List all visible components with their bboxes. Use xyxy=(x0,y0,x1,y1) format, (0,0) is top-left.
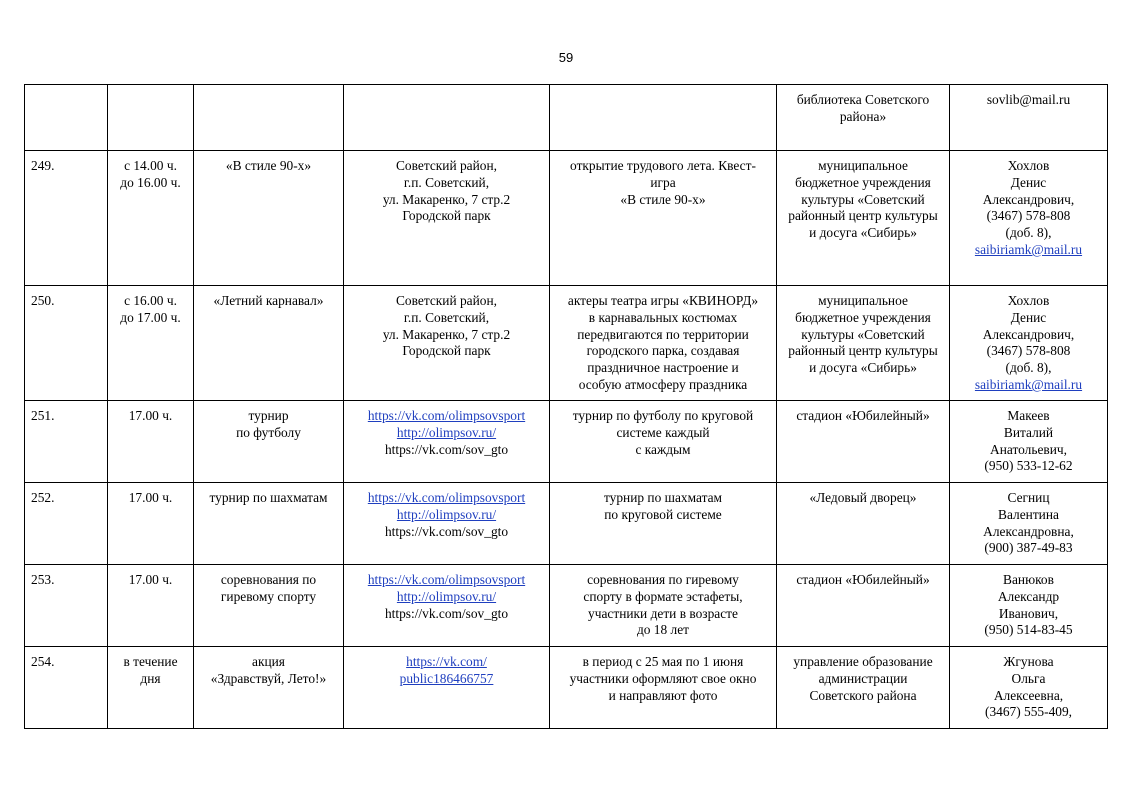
event-contact-cell xyxy=(950,286,1108,401)
event-number-cell xyxy=(25,647,108,729)
cell-line xyxy=(348,408,545,425)
event-time-cell xyxy=(108,286,194,401)
event-place-cell xyxy=(344,286,550,401)
cell-line: спорту в формате эстафеты, xyxy=(583,588,743,604)
cell-line: участники оформляют свое окно xyxy=(569,670,757,686)
cell-line: бюджетное учреждения xyxy=(795,309,931,325)
event-contact-cell xyxy=(950,647,1108,729)
cell-line: открытие трудового лета. Квест- xyxy=(570,158,756,173)
cell-line: «В стиле 90-х» xyxy=(620,191,706,207)
cell-line: передвигаются по территории xyxy=(577,326,749,342)
cell-line xyxy=(348,425,545,442)
event-organizer-cell xyxy=(777,151,950,286)
cell-line: sovlib@mail.ru xyxy=(986,92,1071,107)
cell-link[interactable]: http://olimpsov.ru/ xyxy=(396,588,497,604)
cell-line: «Здравствуй, Лето!» xyxy=(210,670,327,686)
cell-line: районный центр культуры xyxy=(788,343,938,359)
cell-line: по круговой системе xyxy=(604,506,722,522)
cell-line: «Летний карнавал» xyxy=(213,293,324,308)
cell-line: района» xyxy=(839,108,887,124)
cell-line: (3467) 578-808 xyxy=(986,208,1071,224)
cell-line: 17.00 ч. xyxy=(128,408,173,423)
event-description-cell xyxy=(550,85,777,151)
cell-line: (950) 514-83-45 xyxy=(984,622,1073,638)
event-number: 249. xyxy=(31,158,55,173)
cell-line: культуры «Советский xyxy=(801,191,925,207)
event-number: 252. xyxy=(31,490,55,505)
cell-line xyxy=(348,507,545,524)
event-contact-cell xyxy=(950,151,1108,286)
cell-line: и направляют фото xyxy=(608,687,718,703)
cell-line: Денис xyxy=(1010,174,1047,190)
table-row xyxy=(25,286,1108,401)
cell-line: актеры театра игры «КВИНОРД» xyxy=(567,293,759,308)
cell-line: Советский район, xyxy=(396,293,497,308)
event-place-cell xyxy=(344,647,550,729)
cell-line xyxy=(348,671,545,688)
event-place-cell xyxy=(344,151,550,286)
cell-link[interactable]: saibiriamk@mail.ru xyxy=(974,241,1083,257)
cell-line: соревнования по xyxy=(220,572,317,587)
event-time-cell xyxy=(108,483,194,565)
table-row xyxy=(25,151,1108,286)
cell-line: Советский район, xyxy=(396,158,497,173)
event-title-cell xyxy=(194,401,344,483)
cell-line xyxy=(348,490,545,507)
events-table xyxy=(24,84,1108,729)
event-number-cell xyxy=(25,151,108,286)
cell-line: Хохлов xyxy=(1007,158,1050,173)
cell-line: акция xyxy=(252,654,285,669)
cell-line: соревнования по гиревому xyxy=(587,572,739,587)
cell-line: https://vk.com/sov_gto xyxy=(384,441,509,457)
table-row xyxy=(25,647,1108,729)
event-description-cell xyxy=(550,401,777,483)
cell-link[interactable]: https://vk.com/olimpsovsport xyxy=(367,490,526,505)
event-description-cell xyxy=(550,483,777,565)
event-number: 253. xyxy=(31,572,55,587)
cell-line: по футболу xyxy=(236,424,301,440)
event-organizer-cell xyxy=(777,401,950,483)
cell-link[interactable]: http://olimpsov.ru/ xyxy=(396,506,497,522)
cell-line: г.п. Советский, xyxy=(403,309,490,325)
cell-link[interactable]: https://vk.com/ xyxy=(406,654,487,669)
cell-link[interactable]: http://olimpsov.ru/ xyxy=(396,424,497,440)
event-number-cell xyxy=(25,286,108,401)
cell-line: до 16.00 ч. xyxy=(120,174,181,190)
cell-line: в карнавальных костюмах xyxy=(588,309,738,325)
cell-line: особую атмосферу праздника xyxy=(578,376,748,392)
cell-line: Александрович, xyxy=(982,191,1075,207)
cell-line: 17.00 ч. xyxy=(128,490,173,505)
cell-line: администрации xyxy=(818,670,908,686)
event-number: 254. xyxy=(31,654,55,669)
cell-line: с 16.00 ч. xyxy=(124,293,177,308)
cell-line: https://vk.com/sov_gto xyxy=(384,523,509,539)
cell-line: системе каждый xyxy=(616,424,710,440)
cell-line: (3467) 555-409, xyxy=(984,704,1073,720)
event-title-cell xyxy=(194,151,344,286)
event-organizer-cell xyxy=(777,565,950,647)
event-time-cell xyxy=(108,85,194,151)
cell-line: Анатольевич, xyxy=(990,441,1067,457)
cell-link[interactable]: https://vk.com/olimpsovsport xyxy=(367,408,526,423)
cell-line: управление образование xyxy=(793,654,933,669)
cell-line: муниципальное xyxy=(818,158,908,173)
cell-line xyxy=(954,242,1103,259)
event-time-cell xyxy=(108,151,194,286)
cell-line: до 17.00 ч. xyxy=(120,309,181,325)
cell-line: 17.00 ч. xyxy=(128,572,173,587)
event-number-cell xyxy=(25,85,108,151)
cell-line: до 18 лет xyxy=(636,622,690,638)
cell-line: Ванюков xyxy=(1003,572,1054,587)
event-description-cell xyxy=(550,647,777,729)
table-row xyxy=(25,401,1108,483)
event-organizer-cell xyxy=(777,85,950,151)
event-place-cell xyxy=(344,565,550,647)
cell-line: стадион «Юбилейный» xyxy=(796,572,930,587)
event-number: 250. xyxy=(31,293,55,308)
cell-line: Городской парк xyxy=(402,208,491,224)
cell-line: и досуга «Сибирь» xyxy=(809,225,917,241)
cell-line: в период с 25 мая по 1 июня xyxy=(582,654,744,669)
cell-line: районный центр культуры xyxy=(788,208,938,224)
cell-line: турнир по шахматам xyxy=(209,490,328,505)
cell-line: (доб. 8), xyxy=(1005,360,1052,376)
event-organizer-cell xyxy=(777,483,950,565)
cell-line: ул. Макаренко, 7 стр.2 xyxy=(382,191,511,207)
cell-line: Ольга xyxy=(1011,670,1046,686)
event-description-cell xyxy=(550,151,777,286)
cell-line: и досуга «Сибирь» xyxy=(809,360,917,376)
cell-line: игра xyxy=(650,174,676,190)
event-place-cell xyxy=(344,401,550,483)
cell-line: стадион «Юбилейный» xyxy=(796,408,930,423)
cell-line: (900) 387-49-83 xyxy=(984,540,1073,556)
cell-line: Макеев xyxy=(1007,408,1050,423)
event-time-cell xyxy=(108,647,194,729)
cell-line: бюджетное учреждения xyxy=(795,174,931,190)
event-description-cell xyxy=(550,565,777,647)
cell-line: праздничное настроение и xyxy=(587,360,739,376)
event-organizer-cell xyxy=(777,647,950,729)
cell-line: муниципальное xyxy=(818,293,908,308)
cell-line: «Ледовый дворец» xyxy=(809,490,917,505)
event-title-cell xyxy=(194,85,344,151)
event-title-cell xyxy=(194,565,344,647)
cell-line: турнир xyxy=(248,408,289,423)
cell-line: https://vk.com/sov_gto xyxy=(384,605,509,621)
cell-line: Жгунова xyxy=(1003,654,1054,669)
event-contact-cell xyxy=(950,565,1108,647)
table-row xyxy=(25,85,1108,151)
cell-line: с каждым xyxy=(635,441,691,457)
cell-line: культуры «Советский xyxy=(801,326,925,342)
cell-line: ул. Макаренко, 7 стр.2 xyxy=(382,326,511,342)
event-time-cell xyxy=(108,401,194,483)
cell-line: Хохлов xyxy=(1007,293,1050,308)
event-place-cell xyxy=(344,483,550,565)
event-place-cell xyxy=(344,85,550,151)
cell-line: (3467) 578-808 xyxy=(986,343,1071,359)
cell-line: Виталий xyxy=(1003,424,1054,440)
cell-link[interactable]: https://vk.com/olimpsovsport xyxy=(367,572,526,587)
cell-line: (950) 533-12-62 xyxy=(984,458,1073,474)
cell-line: турнир по шахматам xyxy=(603,490,722,505)
event-description-cell xyxy=(550,286,777,401)
cell-line xyxy=(348,572,545,589)
event-title-cell xyxy=(194,647,344,729)
cell-line: Советского района xyxy=(809,687,917,703)
cell-line: Александр xyxy=(997,588,1060,604)
cell-line: Александровна, xyxy=(983,523,1074,539)
event-contact-cell xyxy=(950,483,1108,565)
cell-line: Алексеевна, xyxy=(993,687,1064,703)
cell-line: Денис xyxy=(1010,309,1047,325)
cell-line: с 14.00 ч. xyxy=(124,158,177,173)
cell-line: (доб. 8), xyxy=(1005,225,1052,241)
event-time-cell xyxy=(108,565,194,647)
cell-line: участники дети в возрасте xyxy=(588,605,738,621)
event-number-cell xyxy=(25,565,108,647)
event-number-cell xyxy=(25,483,108,565)
event-organizer-cell xyxy=(777,286,950,401)
event-contact-cell xyxy=(950,401,1108,483)
cell-line xyxy=(348,589,545,606)
cell-line: Александрович, xyxy=(982,326,1075,342)
cell-line: турнир по футболу по круговой xyxy=(572,408,754,423)
event-title-cell xyxy=(194,483,344,565)
event-number-cell xyxy=(25,401,108,483)
page-number: 59 xyxy=(558,50,574,65)
cell-line xyxy=(954,377,1103,394)
cell-line: «В стиле 90-х» xyxy=(225,158,312,173)
cell-line: в течение xyxy=(123,654,178,669)
cell-link[interactable]: saibiriamk@mail.ru xyxy=(974,376,1083,392)
cell-line: Валентина xyxy=(998,506,1059,522)
cell-line: Сегниц xyxy=(1007,490,1050,505)
cell-line: дня xyxy=(140,670,161,686)
cell-line: Иванович, xyxy=(998,605,1059,621)
table-row xyxy=(25,565,1108,647)
event-title-cell xyxy=(194,286,344,401)
event-number: 251. xyxy=(31,408,55,423)
cell-line: Городской парк xyxy=(402,343,491,359)
cell-line: гиревому спорту xyxy=(220,588,317,604)
event-contact-cell xyxy=(950,85,1108,151)
cell-line xyxy=(348,654,545,671)
cell-line: г.п. Советский, xyxy=(403,174,490,190)
table-row xyxy=(25,483,1108,565)
cell-link[interactable]: public186466757 xyxy=(399,670,494,686)
cell-line: библиотека Советского xyxy=(796,92,930,107)
cell-line: городского парка, создавая xyxy=(586,343,740,359)
